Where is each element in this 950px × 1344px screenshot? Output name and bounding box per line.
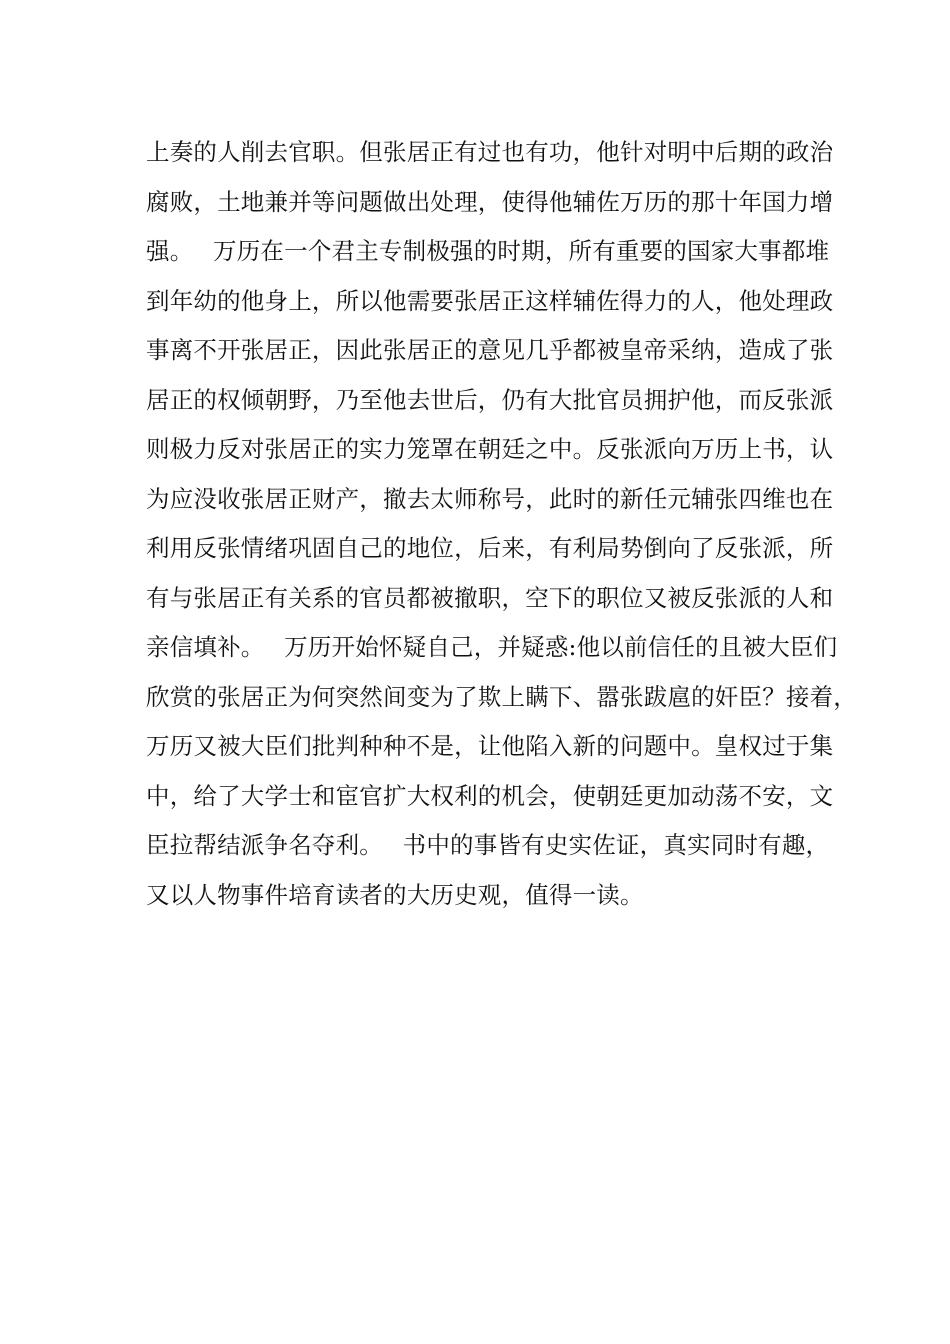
text-line-13: 万历又被大臣们批判种种不是，让他陷入新的问题中。皇权过于集 [146, 732, 834, 760]
text-line-15: 臣拉帮结派争名夺利。 书中的事皆有史实佐证，真实同时有趣， [146, 831, 830, 859]
text-line-12: 欣赏的张居正为何突然间变为了欺上瞒下、嚣张跋扈的奸臣？接着， [146, 682, 857, 711]
text-line-5: 事离不开张居正，因此张居正的意见几乎都被皇帝采纳，造成了张 [146, 336, 834, 364]
body-text [146, 128, 857, 920]
text-line-11: 亲信填补。 万历开始怀疑自己，并疑惑:他以前信任的且被大臣们 [146, 633, 838, 661]
text-line-7: 则极力反对张居正的实力笼罩在朝廷之中。反张派向万历上书，认 [146, 435, 834, 463]
text-line-1: 上奏的人削去官职。但张居正有过也有功，他针对明中后期的政治 [146, 138, 834, 166]
text-line-14: 中，给了大学士和宦官扩大权利的机会，使朝廷更加动荡不安，文 [146, 781, 834, 810]
text-line-9: 利用反张情绪巩固自己的地位，后来，有利局势倒向了反张派，所 [146, 534, 834, 562]
text-line-3: 强。 万历在一个君主专制极强的时期，所有重要的国家大事都堆 [146, 237, 830, 265]
text-line-2: 腐败，土地兼并等问题做出处理，使得他辅佐万历的那十年国力增 [146, 187, 834, 216]
text-line-8: 为应没收张居正财产，撤去太师称号，此时的新任元辅张四维也在 [146, 484, 834, 513]
text-line-10: 有与张居正有关系的官员都被撤职，空下的职位又被反张派的人和 [146, 583, 834, 612]
text-line-4: 到年幼的他身上，所以他需要张居正这样辅佐得力的人，他处理政 [146, 286, 834, 315]
text-line-6: 居正的权倾朝野，乃至他去世后，仍有大批官员拥护他，而反张派 [146, 385, 834, 414]
text-line-16: 又以人物事件培育读者的大历史观，值得一读。 [146, 880, 644, 909]
